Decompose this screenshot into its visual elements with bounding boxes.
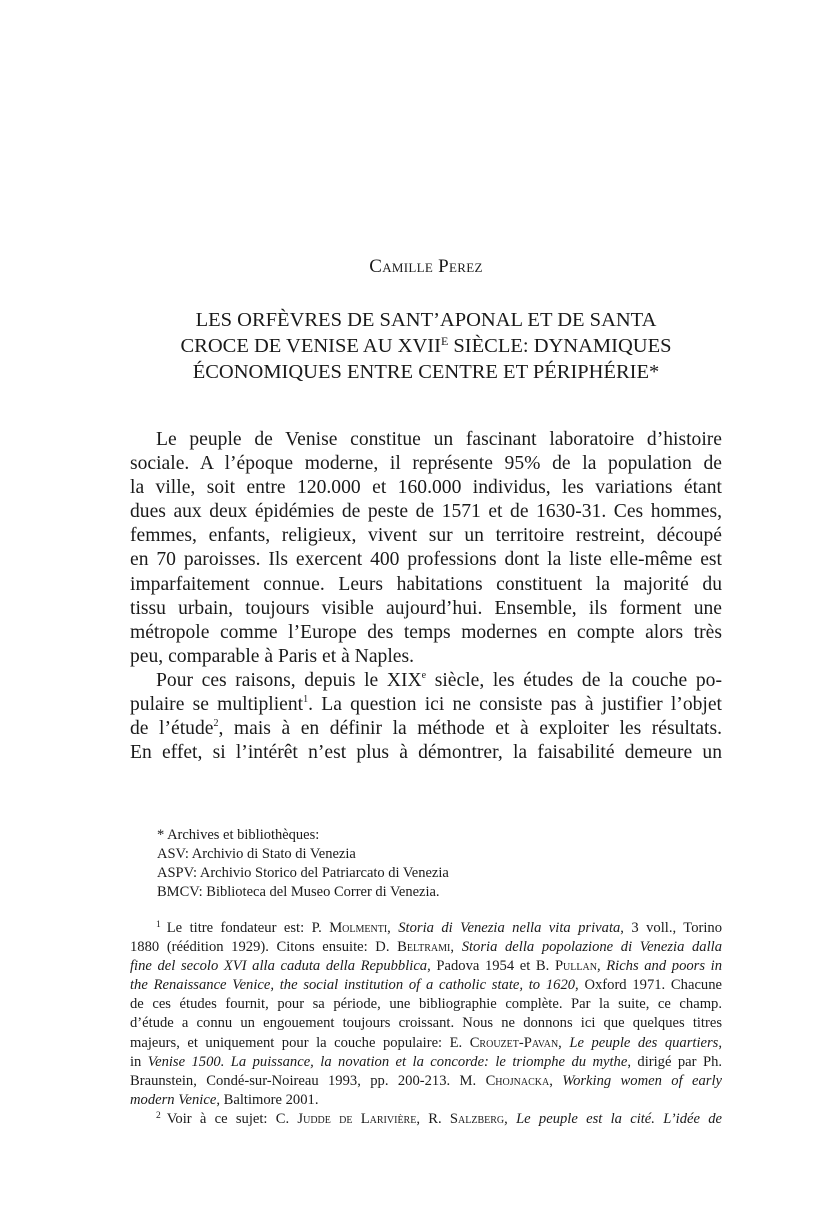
footnote-ref-1[interactable]: 1 xyxy=(303,694,309,706)
body-text xyxy=(130,428,722,765)
text: , xyxy=(504,1110,517,1127)
author-name: Salzberg xyxy=(449,1110,505,1127)
footnote-1-line: d’étude a connu un engouement toujours croissant. Nous ne donnons ici que quelques titres xyxy=(130,1015,722,1032)
footnote-line: BMCV: Biblioteca del Museo Correr di Venezia. xyxy=(157,884,440,900)
author-name: Pullan xyxy=(554,958,597,975)
author-name: Crouzet-Pavan xyxy=(469,1034,559,1051)
body-line: femmes, enfants, religieux, vivent sur un territoire restreint, découpé xyxy=(130,525,722,547)
superscript: E xyxy=(440,334,449,348)
text: , xyxy=(450,939,462,956)
superscript: e xyxy=(421,669,427,681)
book-title: the Renaissance Venice, the social institution of a catholic state, to 1620 xyxy=(130,977,576,994)
book-title: Storia della popolazione di Venezia dalla xyxy=(461,939,722,956)
body-line: en 70 paroisses. Ils exercent 400 professions dont la liste elle-même est xyxy=(130,549,722,571)
author-name: Beltrami xyxy=(397,939,451,956)
book-title: modern Venice xyxy=(130,1091,217,1108)
body-line xyxy=(130,693,722,717)
footnote-1-line xyxy=(130,957,722,976)
text: de l’étude xyxy=(130,718,214,740)
text: , mais à en définir la méthode et à exploiter les résultats. xyxy=(218,718,722,740)
book-title: Richs and poors in xyxy=(606,958,722,975)
footnote-ref-2[interactable]: 2 xyxy=(213,718,219,730)
footnote-number: 2 xyxy=(156,1110,161,1121)
text: majeurs, et uniquement pour la couche populaire: E. xyxy=(130,1034,470,1051)
footnote-1-line xyxy=(130,938,722,957)
footnote-1-line xyxy=(130,919,722,938)
text: , dirigé par Ph. xyxy=(627,1053,723,1070)
article-title xyxy=(140,307,712,385)
text: Le titre fondateur est: P. xyxy=(166,920,330,936)
text: , R. xyxy=(416,1110,450,1127)
text: pulaire se multiplient xyxy=(130,694,304,716)
footnote-2-line xyxy=(130,1110,722,1129)
text: siècle, les études de la couche po- xyxy=(426,669,722,691)
author-name: Camille Perez xyxy=(369,256,483,277)
body-line: la ville, soit entre 120.000 et 160.000 individus, les variations étant xyxy=(130,477,722,499)
text: 1880 (réédition 1929). Citons ensuite: D. xyxy=(130,939,398,956)
footnote-1-line xyxy=(130,976,722,995)
text: Braunstein, Condé-sur-Noireau 1993, pp. 200-213. M. xyxy=(130,1072,486,1089)
text: , xyxy=(549,1072,563,1089)
body-line: dues aux deux épidémies de peste de 1571 et de 1630-31. Ces hommes, xyxy=(130,501,722,523)
text: . La question ici ne consiste pas à justifier l’objet xyxy=(308,694,723,716)
footnote-1-line xyxy=(130,1072,722,1091)
text: in xyxy=(130,1053,148,1070)
title-line-3: ÉCONOMIQUES ENTRE CENTRE ET PÉRIPHÉRIE* xyxy=(192,361,660,383)
footnote-line: * Archives et bibliothèques: xyxy=(157,827,320,843)
title-text: SIÈCLE: DYNAMIQUES xyxy=(448,335,672,357)
text: , Padova 1954 et B. xyxy=(427,958,555,975)
body-line: Le peuple de Venise constitue un fascinant laboratoire d’histoire xyxy=(156,429,722,450)
body-line xyxy=(130,669,722,693)
text: , xyxy=(718,1034,722,1051)
book-title: Storia di Venezia nella vita privata xyxy=(398,920,621,936)
body-line: En effet, si l’intérêt n’est plus à démontrer, la faisabilité demeure un xyxy=(130,742,722,764)
footnote-line: ASPV: Archivio Storico del Patriarcato di Venezia xyxy=(157,865,449,881)
text: Pour ces raisons, depuis le XIX xyxy=(156,669,422,691)
author-name: Chojnacka xyxy=(485,1072,550,1089)
text: , Oxford 1971. Chacune xyxy=(575,977,722,994)
body-line: imparfaitement connue. Leurs habitations constituent la majorité du xyxy=(130,573,722,595)
text: , 3 voll., Torino xyxy=(620,920,723,936)
title-text: CROCE DE VENISE AU XVII xyxy=(180,335,441,357)
text: , Baltimore 2001. xyxy=(216,1091,319,1108)
title-line-1: LES ORFÈVRES DE SANT’APONAL ET DE SANTA xyxy=(195,309,657,331)
author-name: Molmenti xyxy=(329,920,388,936)
title-line-2 xyxy=(140,333,712,359)
footnote-line: ASV: Archivio di Stato di Venezia xyxy=(157,846,356,862)
text: , xyxy=(387,920,399,936)
footnote-1-line xyxy=(130,1034,722,1053)
archives-footnote xyxy=(157,826,449,902)
book-title: fine del secolo XVI alla caduta della Repubblica xyxy=(130,958,428,975)
body-line: sociale. A l’époque moderne, il représente 95% de la population de xyxy=(130,453,722,475)
book-title: Le peuple des quartiers xyxy=(569,1034,719,1051)
footnote-number: 1 xyxy=(156,920,161,930)
footnote-1-line: de ces études fournit, pour sa période, une bibliographie complète. Par la suite, ce champ. xyxy=(130,996,722,1013)
book-title: Le peuple est la cité. L’idée de xyxy=(516,1110,722,1127)
author-name: Judde de Larivière xyxy=(297,1110,417,1127)
footnote-1-line xyxy=(130,1053,722,1072)
body-line xyxy=(130,717,722,741)
text: Voir à ce sujet: C. xyxy=(166,1110,298,1127)
book-title: Venise 1500. La puissance, la novation et la concorde: le triomphe du mythe xyxy=(147,1053,628,1070)
footnote-1-line xyxy=(130,1091,722,1110)
body-line: peu, comparable à Paris et à Naples. xyxy=(130,645,414,667)
book-title: Working women of early xyxy=(562,1072,723,1089)
body-line: métropole comme l’Europe des temps modernes en compte alors très xyxy=(130,621,722,643)
text: , xyxy=(596,958,607,975)
footnotes xyxy=(130,919,722,1129)
body-line: tissu urbain, toujours visible aujourd’hui. Ensemble, ils forment une xyxy=(130,597,722,619)
text: , xyxy=(558,1034,570,1051)
